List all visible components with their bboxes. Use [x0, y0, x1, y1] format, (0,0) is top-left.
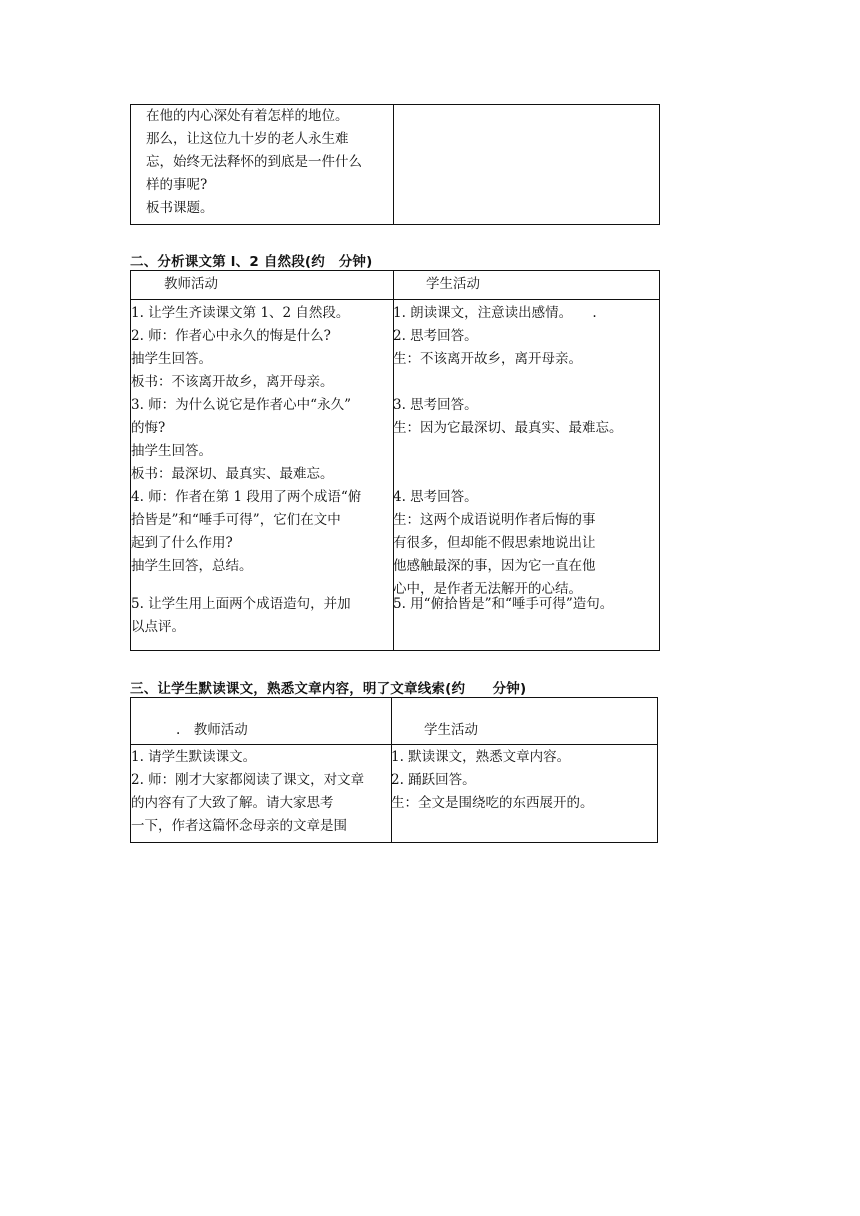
- student-line: 生：全文是围绕吃的东西展开的。: [391, 795, 594, 811]
- activity-table-2: [130, 270, 660, 651]
- teacher-line: 的内容有了大致了解。请大家思考: [131, 795, 334, 811]
- student-line: 生：这两个成语说明作者后悔的事: [393, 512, 596, 528]
- header-divider: [131, 744, 657, 745]
- table-line: 那么，让这位九十岁的老人永生难: [146, 131, 349, 147]
- student-line: 他感触最深的事，因为它一直在他: [393, 558, 596, 574]
- student-line: 4. 思考回答。: [393, 489, 478, 505]
- table-line: 样的事呢?: [146, 177, 208, 193]
- teacher-activity-header: 教师活动: [164, 276, 218, 292]
- teacher-line: 5. 让学生用上面两个成语造句，并加: [131, 596, 351, 612]
- student-line: 1. 朗读课文，注意读出感情。 .: [393, 305, 597, 321]
- continuation-table: [130, 104, 660, 225]
- table-line: 板书课题。: [146, 200, 214, 216]
- student-line: 心中，是作者无法解开的心结。: [393, 581, 582, 597]
- teacher-line: 的悔?: [131, 420, 166, 436]
- student-line: 2. 思考回答。: [393, 328, 478, 344]
- teacher-line: 拾皆是”和“唾手可得”，它们在文中: [131, 512, 341, 528]
- column-divider: [391, 698, 392, 842]
- teacher-line: 抽学生回答，总结。: [131, 558, 253, 574]
- table-line: 在他的内心深处有着怎样的地位。: [146, 108, 349, 124]
- student-line: 生：因为它最深切、最真实、最难忘。: [393, 420, 623, 436]
- column-divider: [393, 105, 394, 224]
- teacher-line: 以点评。: [131, 619, 185, 635]
- teacher-line: 板书：不该离开故乡，离开母亲。: [131, 374, 334, 390]
- section-heading: 三、让学生默读课文，熟悉文章内容，明了文章线索(约 分钟): [130, 681, 527, 697]
- student-line: 生：不该离开故乡，离开母亲。: [393, 351, 582, 367]
- teacher-line: 1. 请学生默读课文。: [131, 749, 257, 765]
- student-line: 5. 用“俯拾皆是”和“唾手可得”造句。: [393, 596, 614, 612]
- student-activity-header: 学生活动: [426, 276, 480, 292]
- teacher-line: 起到了什么作用?: [131, 535, 233, 551]
- teacher-line: 4. 师：作者在第 1 段用了两个成语“俯: [131, 489, 362, 505]
- teacher-line: 板书：最深切、最真实、最难忘。: [131, 466, 334, 482]
- teacher-line: 抽学生回答。: [131, 443, 212, 459]
- student-line: 有很多，但却能不假思索地说出让: [393, 535, 596, 551]
- teacher-activity-header: . 教师活动: [176, 722, 248, 738]
- teacher-line: 一下，作者这篇怀念母亲的文章是围: [131, 818, 347, 834]
- table-line: 忘，始终无法释怀的到底是一件什么: [146, 154, 362, 170]
- teacher-line: 抽学生回答。: [131, 351, 212, 367]
- student-line: 3. 思考回答。: [393, 397, 478, 413]
- teacher-line: 1. 让学生齐读课文第 1、2 自然段。: [131, 305, 350, 321]
- teacher-line: 2. 师：作者心中永久的悔是什么?: [131, 328, 331, 344]
- activity-table-3: [130, 697, 658, 843]
- student-line: 2. 踊跃回答。: [391, 772, 476, 788]
- student-line: 1. 默读课文，熟悉文章内容。: [391, 749, 571, 765]
- student-activity-header: 学生活动: [424, 722, 478, 738]
- header-divider: [131, 299, 659, 300]
- teacher-line: 3. 师：为什么说它是作者心中“永久”: [131, 397, 351, 413]
- teacher-line: 2. 师：刚才大家都阅读了课文，对文章: [131, 772, 365, 788]
- section-heading: 二、分析课文第 l、2 自然段(约 分钟): [130, 254, 373, 270]
